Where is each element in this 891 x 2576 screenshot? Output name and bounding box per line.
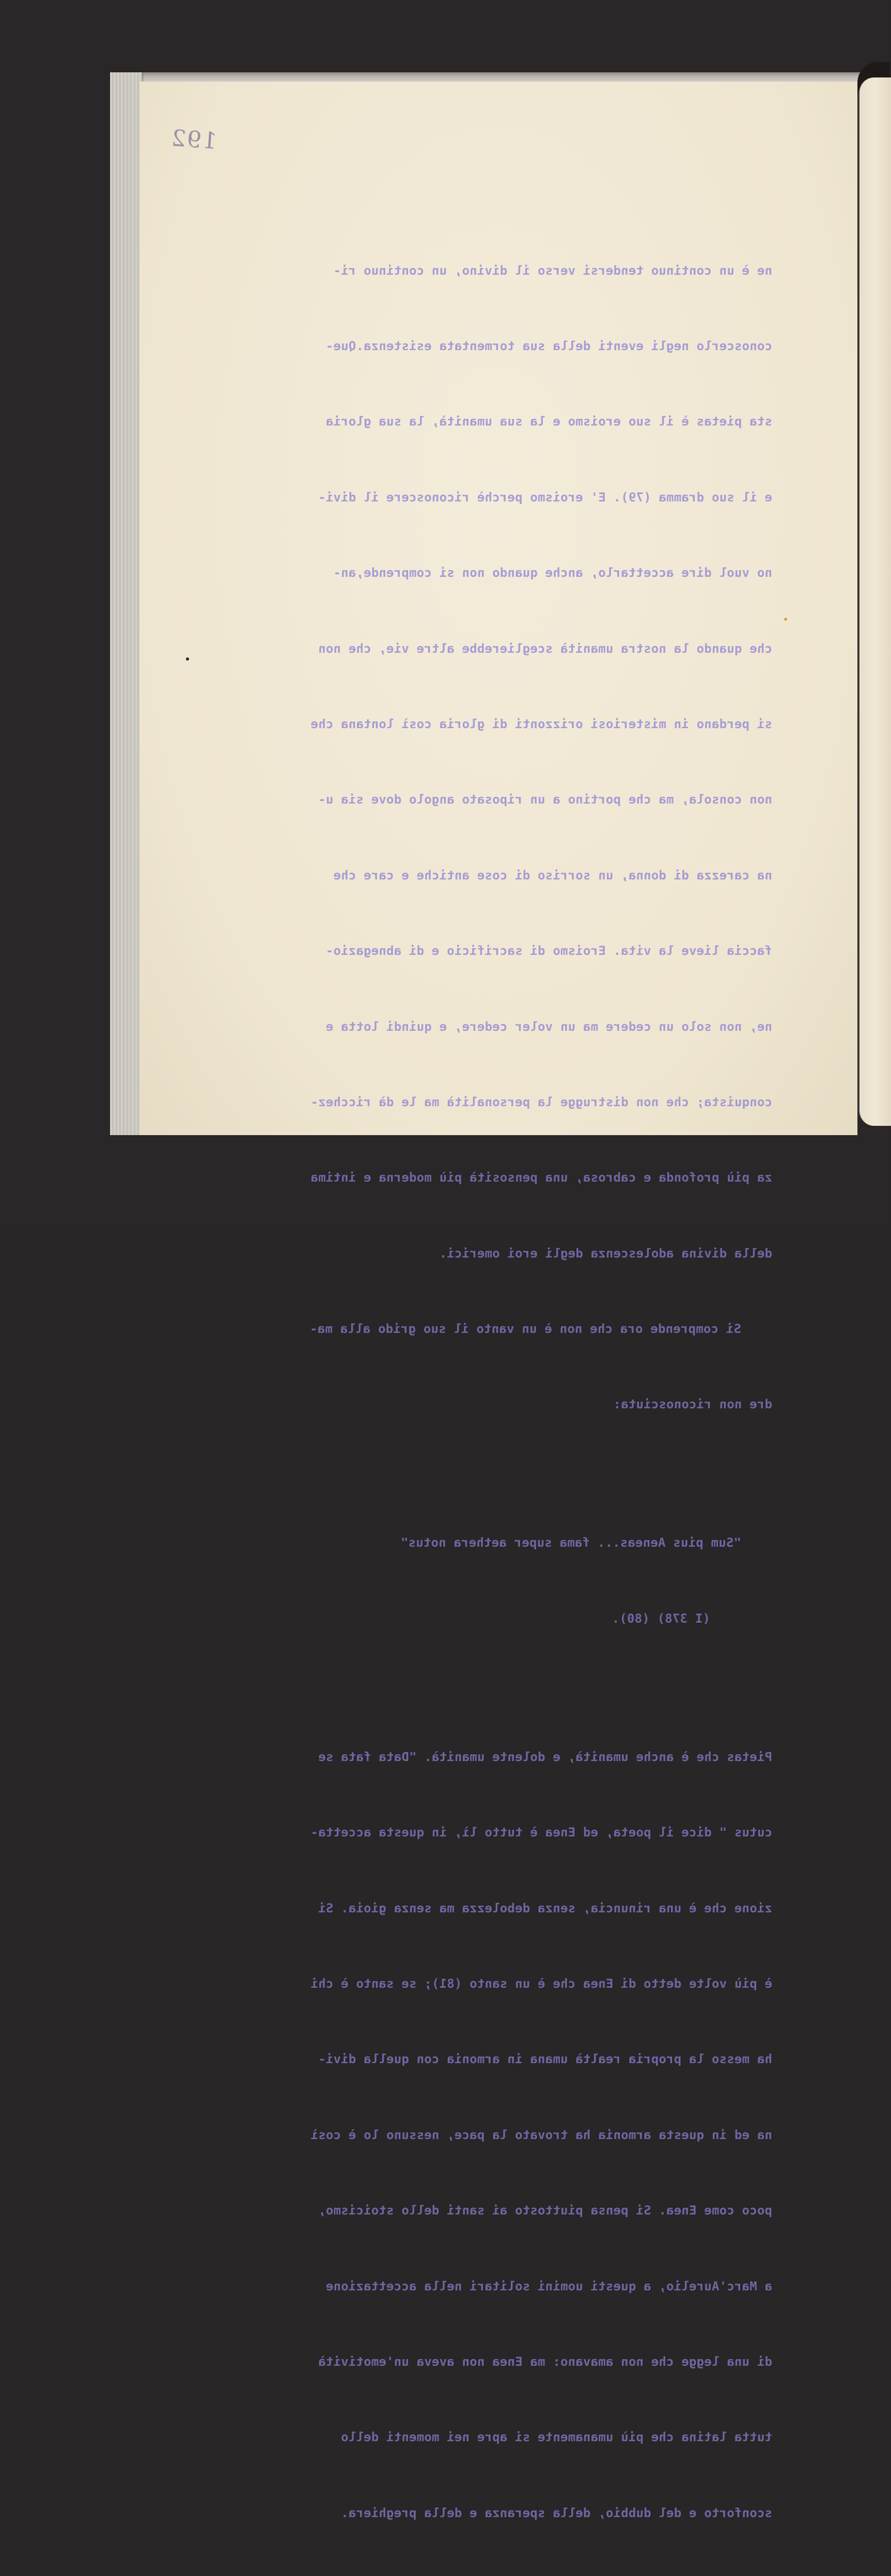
text-line: ha messo la propria realtà umana in armonia con quella divi-: [318, 2052, 772, 2067]
text-line: cutus " dice il poeta, ed Enea è tutto lì, in questa accetta-: [310, 1825, 772, 1840]
text-line: poco come Enea. Si pensa piuttosto ai santi dello stoicismo,: [318, 2203, 772, 2218]
ink-spot: [784, 618, 787, 621]
text-line: si perdano in misteriosi orizzonti di gloria così lontana che: [310, 716, 772, 731]
text-line: conoscerlo negli eventi della sua tormentata esistenza.Que-: [325, 338, 772, 353]
text-line: sconforto e del dubbio, della speranza e della preghiera.: [340, 2505, 772, 2520]
text-line: na ed in questa armonia ha trovato la pace, nessuno lo è così: [310, 2127, 772, 2142]
facing-page-edge: [858, 77, 891, 1126]
text-line: e il suo dramma (79). E' eroismo perchè riconoscere il divi-: [318, 490, 772, 505]
spacer: [189, 1682, 772, 1694]
text-line: di una legge che non amavano: ma Enea non aveva un'emotività: [318, 2354, 772, 2369]
text-line: zione che è una rinuncia, senza debolezza ma senza gioia. Si: [318, 1900, 772, 1915]
text-line: faccia lieve la vita. Eroismo di sacrificio e di abnegazio-: [325, 944, 772, 959]
text-line: dre non riconosciuta:: [613, 1397, 772, 1412]
citation-line: (I 378) (80).: [612, 1611, 710, 1626]
text-line: no vuol dire accettarlo, anche quando non si comprende,an-: [333, 566, 772, 580]
text-line: na carezza di donna, un sorriso di cose antiche e care che: [333, 868, 772, 883]
book-page-stack-edge: [110, 72, 142, 1135]
text-line: ne, non solo un cedere ma un voler cedere, e quindi lotta e: [325, 1019, 772, 1034]
spacer: [189, 1468, 772, 1480]
text-line: non consola, ma che portino a un riposato angolo dove sia u-: [318, 792, 772, 807]
text-line: Pietas che è anche umanità, e dolente umanità. "Data fata se: [318, 1749, 772, 1764]
text-line: a Marc'Aurelio, a questi uomini solitari nella accettazione: [325, 2279, 772, 2294]
text-line: Si comprende ora che non è un vanto il suo grido alla ma-: [309, 1322, 741, 1337]
text-line: sta pietas è il suo eroismo e la sua umanità, la sua gloria: [325, 414, 772, 429]
text-line: che quando la nostra umanità sceglierebbe altre vie, che non: [318, 641, 772, 656]
quotation-line: "Sum pius Aeneas... fama super aethera notus": [400, 1535, 741, 1550]
text-line: della divina adolescenza degli eroi omerici.: [439, 1246, 772, 1261]
page-number: 192: [169, 124, 218, 155]
mirrored-bleedthrough-text: [189, 208, 772, 2576]
text-line: ne è un continuo tendersi verso il divino, un continuo ri-: [333, 263, 772, 278]
text-line: tutta latina che più umanamente si apre nei momenti dello: [340, 2430, 772, 2445]
text-line: è più volte detto di Enea che è un santo (81); se santo è chi: [310, 1976, 772, 1991]
ink-spot: [186, 657, 189, 661]
text-line: conquista; che non distrugge la personalità ma le dà ricchez-: [310, 1094, 772, 1109]
text-line: za più profonda e cabrosa, una pensosità più moderna e intima: [310, 1170, 772, 1185]
